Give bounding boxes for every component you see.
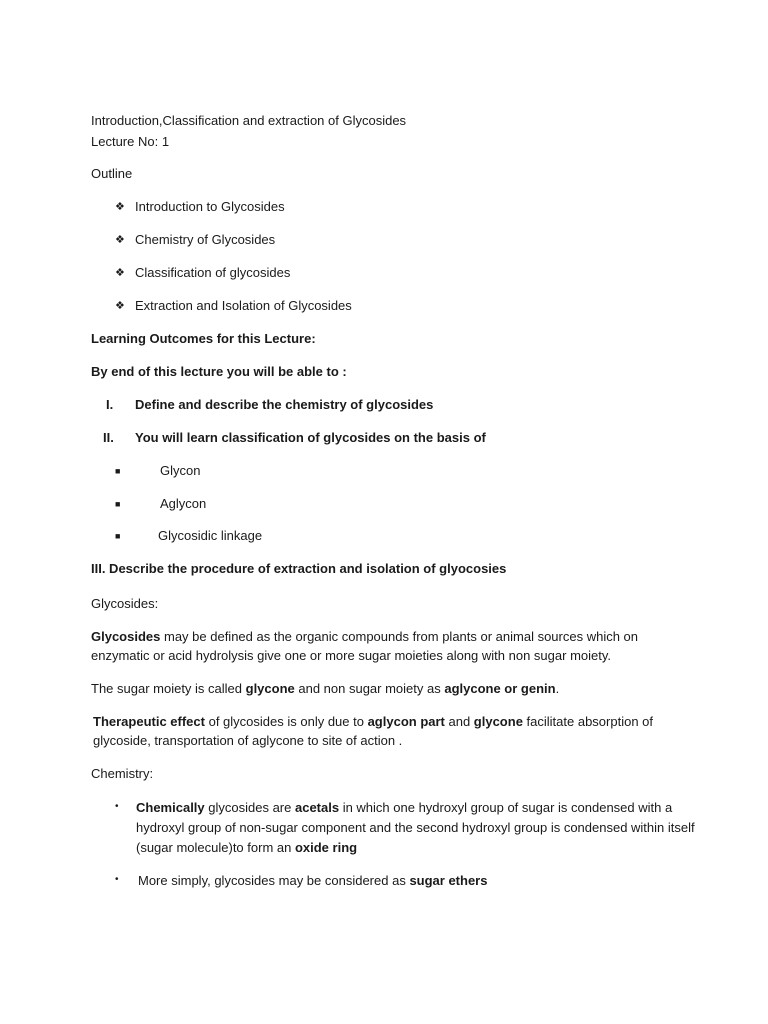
dot-bullet-icon: •	[115, 801, 119, 812]
outcome-text: Define and describe the chemistry of glycosides	[135, 397, 434, 412]
square-bullet-icon: ■	[115, 531, 121, 541]
text-run: in which one hydroxyl group of sugar is condensed with a hydroxyl group of non-sugar component and the second hydroxyl group is condensed within itself (sugar molecule)to form an	[136, 800, 695, 855]
outline-item: Introduction to Glycosides	[135, 199, 285, 214]
text-run: and non sugar moiety as	[294, 681, 445, 696]
outcome-number: II.	[103, 430, 114, 445]
glycosides-heading: Glycosides:	[91, 596, 159, 611]
outline-item: Classification of glycosides	[135, 265, 291, 280]
glycone-term: glycone	[245, 681, 295, 696]
glycosides-term: Glycosides	[91, 629, 161, 644]
outcome-text: You will learn classification of glycosides on the basis of	[135, 430, 486, 445]
sugar-ethers-term: sugar ethers	[409, 873, 488, 888]
acetals-term: acetals	[294, 800, 340, 815]
square-bullet-icon: ■	[115, 466, 121, 476]
chemistry-bullet-2	[138, 871, 698, 891]
outcome-number: I.	[106, 397, 114, 412]
outline-item: Extraction and Isolation of Glycosides	[135, 298, 352, 313]
therapeutic-paragraph	[93, 712, 693, 750]
definition-text: may be defined as the organic compounds from plants or animal sources which on enzymatic or acid hydrolysis give one or more sugar moieties along with non sugar moiety.	[91, 629, 639, 663]
aglycon-part-term: aglycon part	[367, 714, 445, 729]
glycone-term: glycone	[473, 714, 523, 729]
diamond-bullet-icon: ❖	[115, 300, 125, 312]
sugar-moiety-paragraph	[91, 679, 691, 698]
outcome-item-3: III. Describe the procedure of extraction and isolation of glyocosies	[91, 561, 507, 576]
glycosides-definition	[91, 627, 691, 665]
oxide-ring-term: oxide ring	[294, 840, 358, 855]
dot-bullet-icon: •	[115, 874, 119, 885]
sub-item: Aglycon	[160, 496, 207, 511]
square-bullet-icon: ■	[115, 499, 121, 509]
diamond-bullet-icon: ❖	[115, 201, 125, 213]
text-run: and	[444, 714, 474, 729]
sub-item: Glycosidic linkage	[158, 528, 263, 543]
text-run: glycosides are	[204, 800, 295, 815]
text-run: of glycosides is only due to	[204, 714, 368, 729]
outline-heading: Outline	[91, 166, 133, 181]
outline-item: Chemistry of Glycosides	[135, 232, 276, 247]
diamond-bullet-icon: ❖	[115, 267, 125, 279]
text-run: facilitate absorption of glycoside, transportation of aglycone to site of action .	[93, 714, 653, 748]
chemically-term: Chemically	[136, 800, 205, 815]
sub-item: Glycon	[160, 463, 201, 478]
text-run: More simply, glycosides may be considered as	[138, 873, 410, 888]
chemistry-heading: Chemistry:	[91, 766, 154, 781]
aglycone-term: aglycone or genin	[444, 681, 556, 696]
document-title: Introduction,Classification and extraction of Glycosides	[91, 113, 407, 128]
lecture-number: Lecture No: 1	[91, 134, 170, 149]
outcomes-intro: By end of this lecture you will be able to :	[91, 364, 347, 379]
outcomes-heading: Learning Outcomes for this Lecture:	[91, 331, 316, 346]
diamond-bullet-icon: ❖	[115, 234, 125, 246]
chemistry-bullet-1	[136, 798, 696, 858]
therapeutic-term: Therapeutic effect	[93, 714, 205, 729]
text-run: .	[555, 681, 560, 696]
text-run: The sugar moiety is called	[91, 681, 246, 696]
